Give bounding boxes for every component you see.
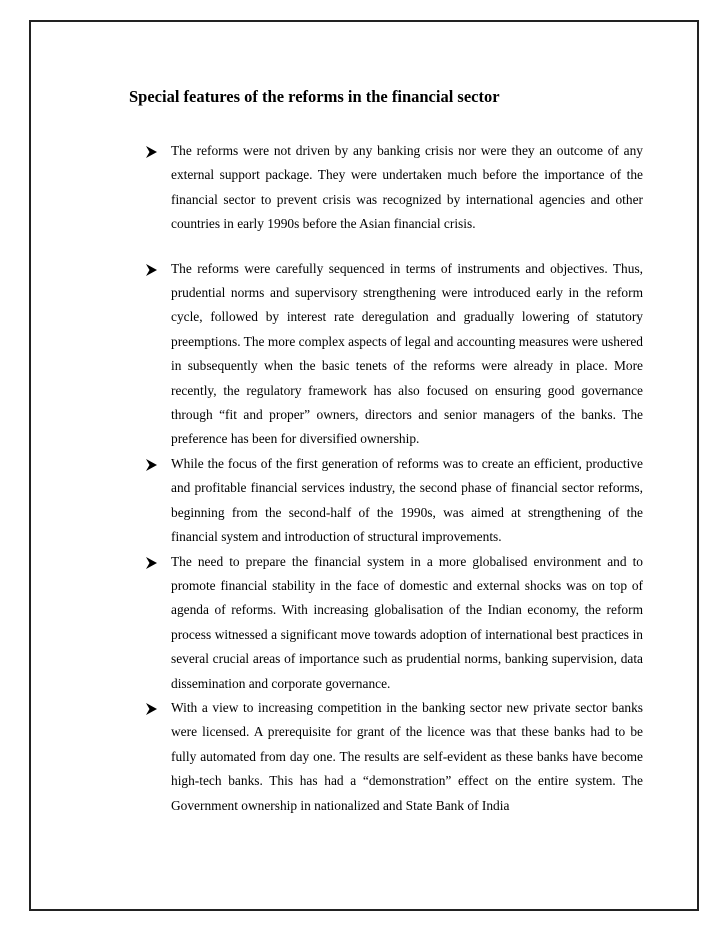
bullet-text-2: The reforms were carefully sequenced in terms of instruments and objectives. Thus, prudential norms and supervisory strengthening were introduced early in the reform cycle, followed by interest rate deregulation and gradually lowering of statutory preemptions. The more complex aspects of legal and accounting measures were ushered in subsequently when the basic tenets of the reforms were already in place. More recently, the regulatory framework has also focused on ensuring good governance through “fit and proper” owners, directors and senior managers of the banks. The preference has been for diversified ownership. <box>171 260 643 447</box>
bullet-text-1: The reforms were not driven by any banking crisis nor were they an outcome of any external support package. They were undertaken much before the importance of the financial sector to prevent crisis was recognized by international agencies and other countries in early 1990s before the Asian financial crisis. <box>171 143 643 232</box>
arrow-bullet-icon <box>146 459 157 471</box>
bullet-item-4 <box>146 550 643 696</box>
arrow-bullet-icon <box>146 557 157 569</box>
bullet-item-1 <box>146 139 643 237</box>
bullet-item-3 <box>146 452 643 550</box>
bullet-text-5: With a view to increasing competition in the banking sector new private sector banks were licensed. A prerequisite for grant of the licence was that these banks had to be fully automated from day one. The results are self-evident as these banks have become high-tech banks. This has had a “demonstration” effect on the entire system. The Government ownership in nationalized and State Bank of India <box>171 699 643 813</box>
bullet-text-3: While the focus of the first generation of reforms was to create an efficient, productive and profitable financial services industry, the second phase of financial sector reforms, beginning from the second-half of the 1990s, was aimed at strengthening of the financial system and introduction of structural improvements. <box>171 455 643 545</box>
bullet-text-4: The need to prepare the financial system in a more globalised environment and to promote financial stability in the face of domestic and external shocks was on top of agenda of reforms. With increasing globalisation of the Indian economy, the reform process witnessed a significant move towards adoption of international best practices in several crucial areas of importance such as prudential norms, banking supervision, data dissemination and corporate governance. <box>171 553 643 691</box>
bullet-item-5 <box>146 696 643 818</box>
arrow-bullet-icon <box>146 146 157 158</box>
arrow-bullet-icon <box>146 264 157 276</box>
page-title: Special features of the reforms in the financial sector <box>129 87 500 106</box>
arrow-bullet-icon <box>146 703 157 715</box>
bullet-item-2 <box>146 257 643 452</box>
bullet-list <box>146 139 643 818</box>
